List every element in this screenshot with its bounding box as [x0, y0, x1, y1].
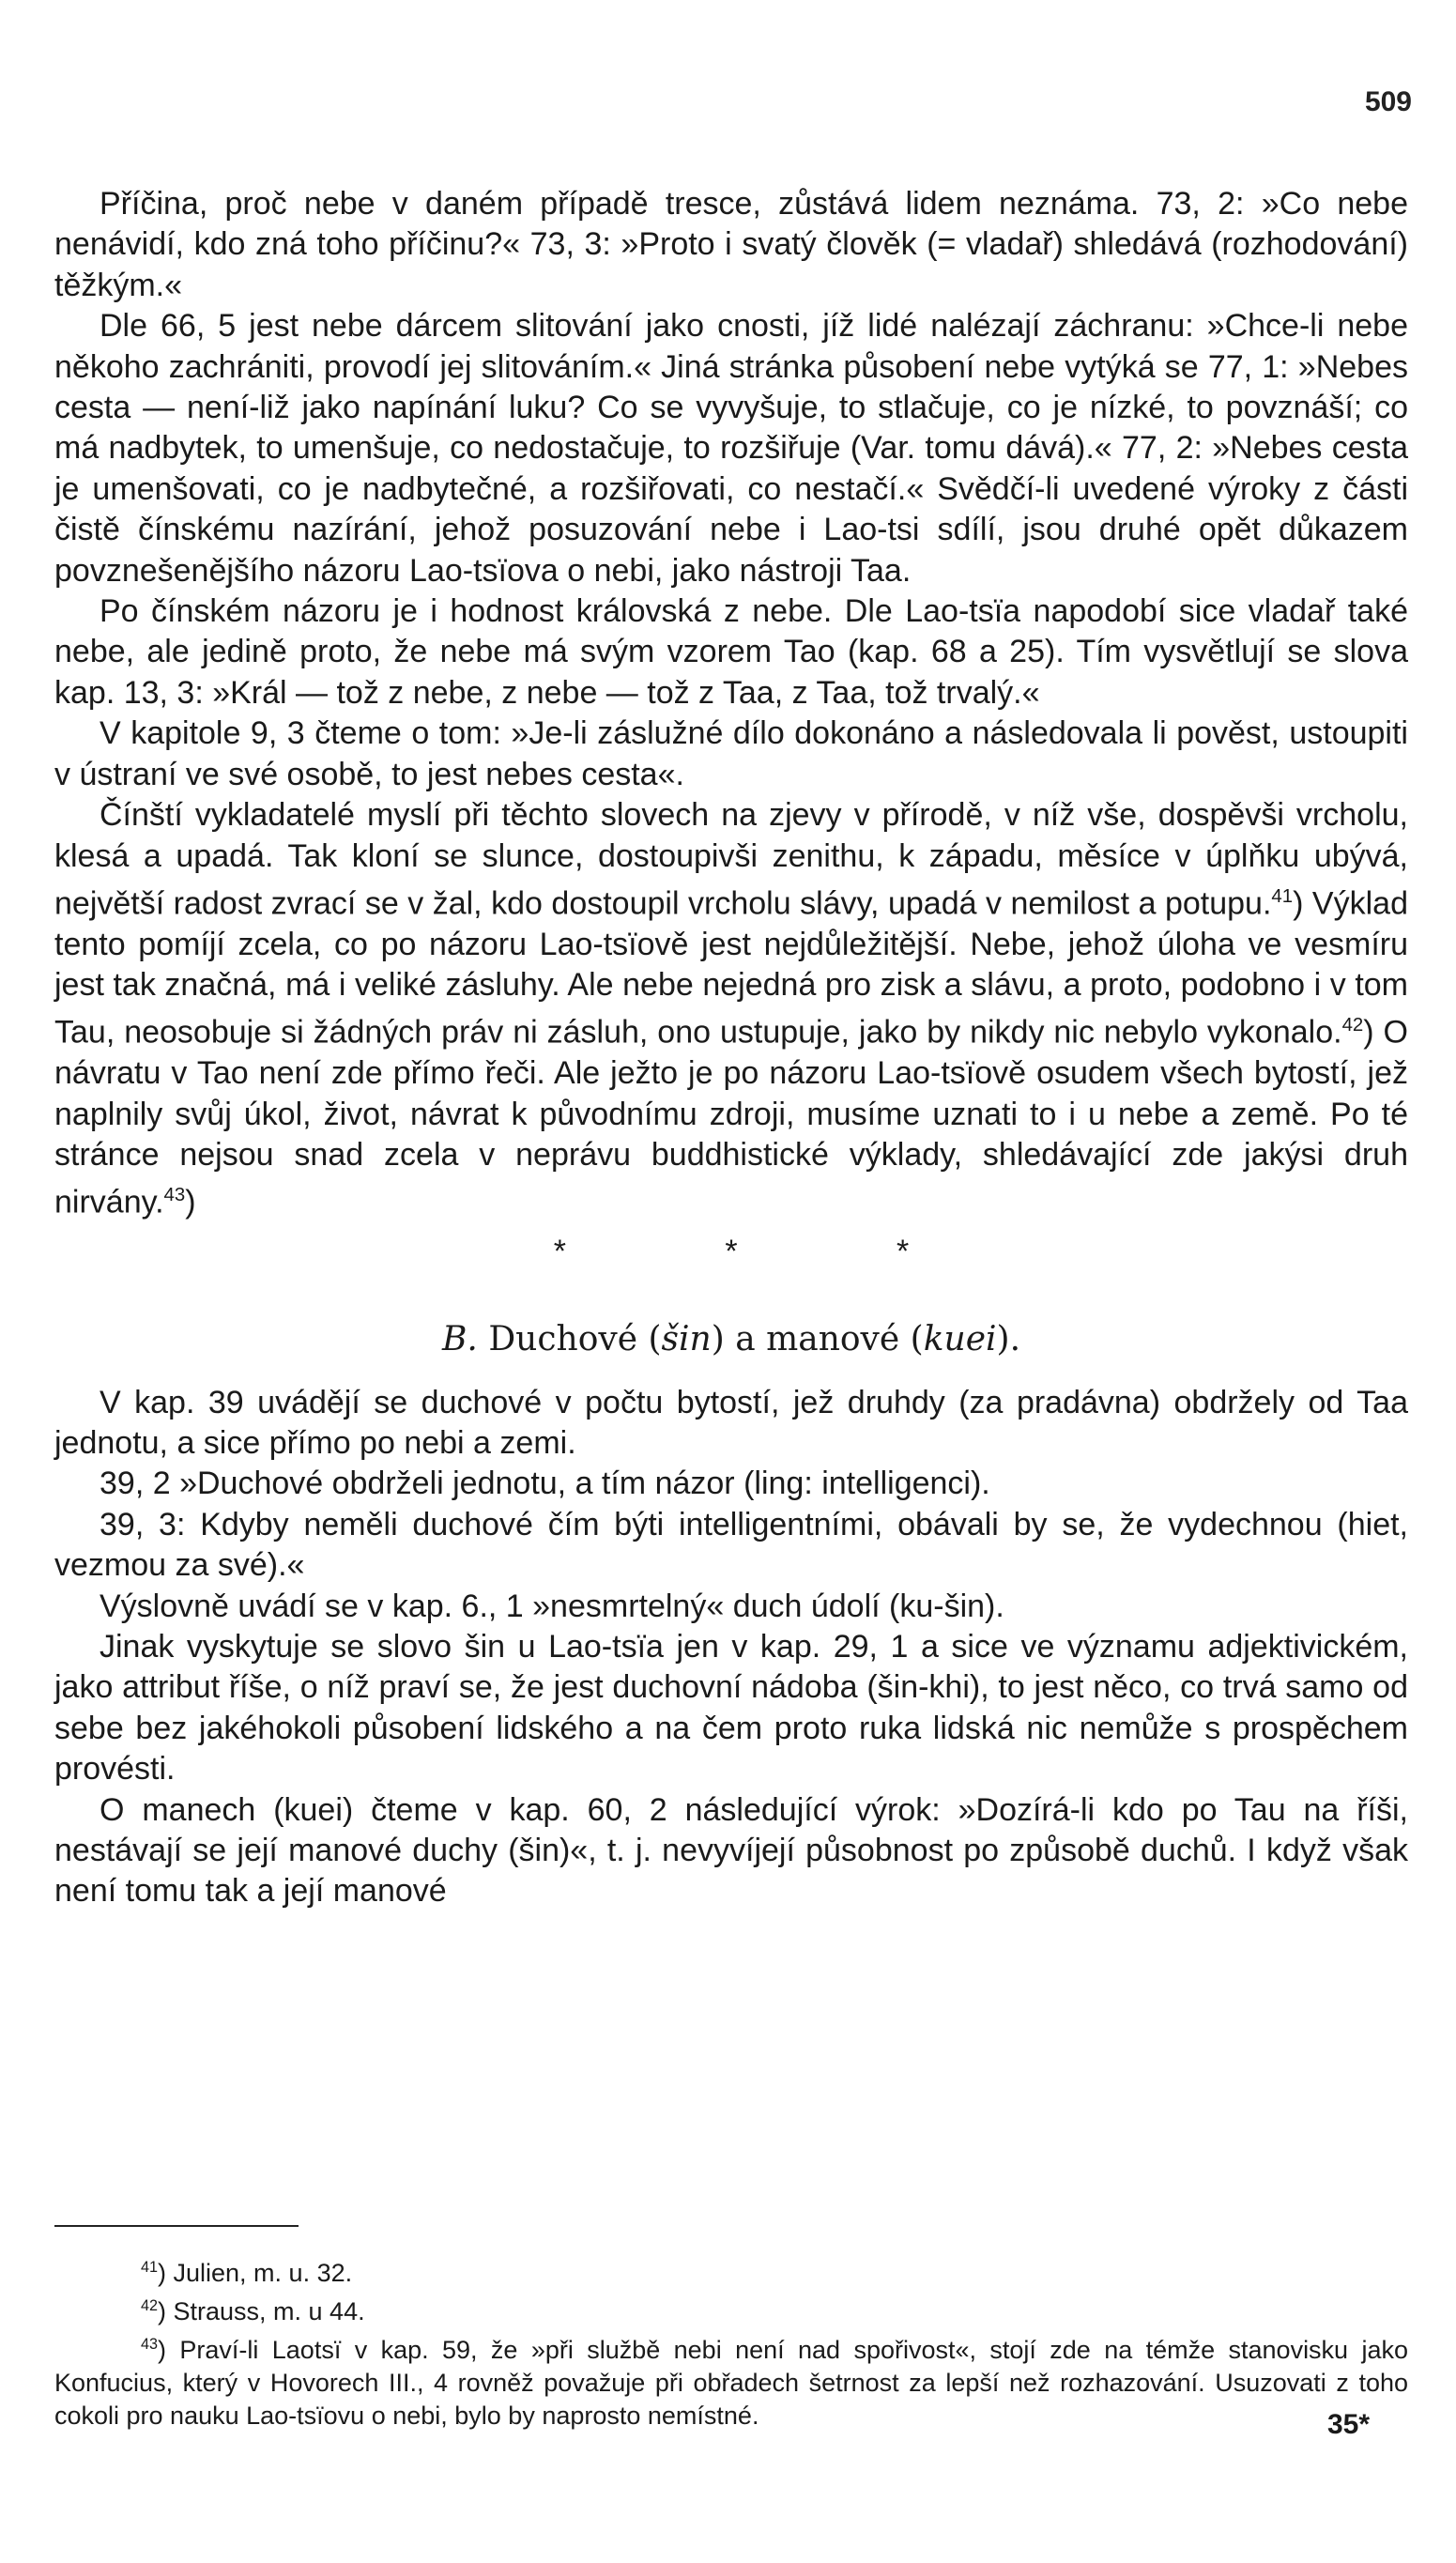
footnote-rule: [54, 2225, 299, 2227]
signature-mark: 35*: [1326, 2409, 1370, 2440]
footnote-text: ) Praví-li Laotsï v kap. 59, že »při službě nebi není nad spořivost«, stojí zde na témže stanovisku jako Konfucius, který v Hovorech III., 4 rovněž považuje při obřadech šetrnost za lepší než rozhazování. Usuzovati z toho cokoli pro nauku Lao-tsïovu o nebi, bylo by naprosto nemístné.: [54, 2336, 1408, 2430]
paragraph: 39, 3: Kdyby neměli duchové čím býti intelligentními, obávali by se, že vydechnou (hiet, vezmou za své).«: [54, 1506, 1408, 1584]
footnote-ref: 41: [1271, 885, 1294, 907]
footnote-number: 41: [141, 2259, 159, 2276]
paragraph-text: O návratu v Tao není zde přímo řeči. Ale ježto je po názoru Lao-tsïově osudem všech bytostí, jež naplnily svůj úkol, život, návrat k původnímu zdroji, musíme uznati to i u nebe a země. Po té stránce nejsou snad zcela v neprávu buddhistické výklady, shledávající zde jakýsi druh nirvány.: [54, 1014, 1408, 1220]
footnote-text: ) Strauss, m. u 44.: [158, 2297, 365, 2325]
footnote-ref: 42: [1341, 1015, 1364, 1036]
footnote: [54, 2290, 1408, 2328]
footnote-text: ) Julien, m. u. 32.: [158, 2259, 353, 2287]
footnote: [54, 2251, 1408, 2290]
footnotes: [54, 2251, 1408, 2433]
paragraph-text: Výklad tento pomíjí zcela, co po názoru Lao-tsïově jest nejdůležitější. Nebe, jehož úloha ve vesmíru jest tak značná, má i veliké zásluhy. Ale nebe nejedná pro zisk a slávu, a proto, podobno i v tom Tau, neosobuje si žádných práv ni zásluh, ono ustupuje, jako by nikdy nic nebylo vykonalo.: [54, 885, 1408, 1051]
section-divider: * * *: [553, 1234, 985, 1270]
footnote-number: 43: [141, 2336, 159, 2353]
paragraph: Výslovně uvádí se v kap. 6., 1 »nesmrtelný« duch údolí (ku-šin).: [100, 1588, 1004, 1624]
section-heading: B. Duchové (šin) a manové (kuei).: [441, 1320, 1021, 1359]
paragraph: 39, 2 »Duchové obdrželi jednotu, a tím názor (ling: intelligenci).: [100, 1466, 990, 1502]
paragraph-text: Čínští vykladatelé myslí při těchto slovech na zjevy v přírodě, v níž vše, dospěvši vrcholu, klesá a upadá. Tak kloní se slunce, dostoupivši zenithu, k západu, měsíce v úplňku ubývá, největší radost zvrací se v žal, kdo dostoupil vrcholu slávy, upadá v nemilost a potupu.: [54, 797, 1408, 922]
paragraph: V kapitole 9, 3 čteme o tom: »Je-li záslužné dílo dokonáno a následovala li pověst, ustoupiti v ústraní ve své osobě, to jest nebes cesta«.: [54, 715, 1408, 792]
heading-term: šin: [661, 1320, 712, 1359]
footnote: [54, 2328, 1408, 2433]
heading-text: ).: [996, 1320, 1021, 1359]
paragraph: Příčina, proč nebe v daném případě tresce, zůstává lidem neznáma. 73, 2: »Co nebe nenávidí, kdo zná toho příčinu?« 73, 3: »Proto i svatý člověk (= vladař) shledává (rozhodování) těžkým.«: [54, 186, 1408, 303]
paragraph: Po čínském názoru je i hodnost královská z nebe. Dle Lao-tsïa napodobí sice vladař také nebe, ale jedině proto, že nebe má svým vzorem Tao (kap. 68 a 25). Tím vysvětlují se slova kap. 13, 3: »Král — tož z nebe, z nebe — tož z Taa, z Taa, tož trvalý.«: [54, 593, 1408, 711]
main-text: [54, 184, 1408, 1912]
paragraph: V kap. 39 uvádějí se duchové v počtu bytostí, jež druhdy (za pradávna) obdržely od Taa jednotu, a sice přímo po nebi a zemi.: [54, 1384, 1408, 1461]
heading-term: kuei: [923, 1320, 997, 1359]
heading-text: Duchové (: [488, 1320, 662, 1359]
page-number: 509: [1364, 86, 1412, 117]
footnote-ref: 43: [163, 1185, 186, 1206]
paragraph: O manech (kuei) čteme v kap. 60, 2 následující výrok: »Dozírá-li kdo po Tau na říši, nestávají se její manové duchy (šin)«, t. j. nevyvíjejí působnost po způsobě duchů. I když však není tomu tak a její manové: [54, 1791, 1408, 1910]
paragraph: Dle 66, 5 jest nebe dárcem slitování jako cnosti, jíž lidé nalézají záchranu: »Chce-li nebe někoho zachrániti, provodí jej slitováním.« Jiná stránka působení nebe vytýká se 77, 1: »Nebes cesta — není-liž jako napínání luku? Co se vyvyšuje, to stlačuje, co je nízké, to povznáší; co má nadbytek, to umenšuje, co nedostačuje, to rozšiřuje (Var. tomu dává).« 77, 2: »Nebes cesta je umenšovati, co je nadbytečné, a rozšiřovati, co nestačí.« Svědčí-li uvedené výroky z části čistě čínskému nazírání, jehož posuzování nebe i Lao-tsi sdílí, jsou druhé opět důkazem povznešenějšího názoru Lao-tsïova o nebi, jako nástroji Taa.: [54, 308, 1408, 589]
paragraph: Čínští vykladatelé myslí při těchto slovech na zjevy v přírodě, v níž vše, dospěvši vrcholu, klesá a upadá. Tak kloní se slunce, dostoupivši zenithu, k západu, měsíce v úplňku ubývá, největší radost zvrací se v žal, kdo dostoupil vrcholu slávy, upadá v nemilost a potupu.$^{41}$) Výklad tento pomíjí zcela, co po názoru Lao-tsïově jest nejdůležitější. Nebe, jehož úloha ve vesmíru jest tak značná, má i veliké zásluhy. Ale nebe nejedná pro zisk a slávu, a proto, podobno i v tom Tau, neosobuje si žádných práv ni zásluh, ono ustupuje, jako by nikdy nic nebylo vykonalo.$^{42}$) O návratu v Tao není zde přímo řeči. Ale ježto je po názoru Lao-tsïově osudem všech bytostí, jež naplnily svůj úkol, život, návrat k původnímu zdroji, musíme uznati to i u nebe a země. Po té stránce nejsou snad zcela v neprávu buddhistické výklady, shledávající zde jakýsi druh nirvány.$^{43}$): [54, 797, 1408, 1220]
paragraph: Jinak vyskytuje se slovo šin u Lao-tsïa jen v kap. 29, 1 a sice ve významu adjektivickém, jako attribut říše, o níž praví se, že jest duchovní nádoba (šin-khi), to jest něco, co trvá samo od sebe bez jakéhokoli působení lidského a na čem proto ruka lidská nic nemůže s prospěchem provésti.: [54, 1628, 1408, 1788]
section-letter: B.: [441, 1320, 478, 1359]
footnote-number: 42: [141, 2297, 159, 2314]
heading-text: ) a manové: [711, 1320, 911, 1359]
